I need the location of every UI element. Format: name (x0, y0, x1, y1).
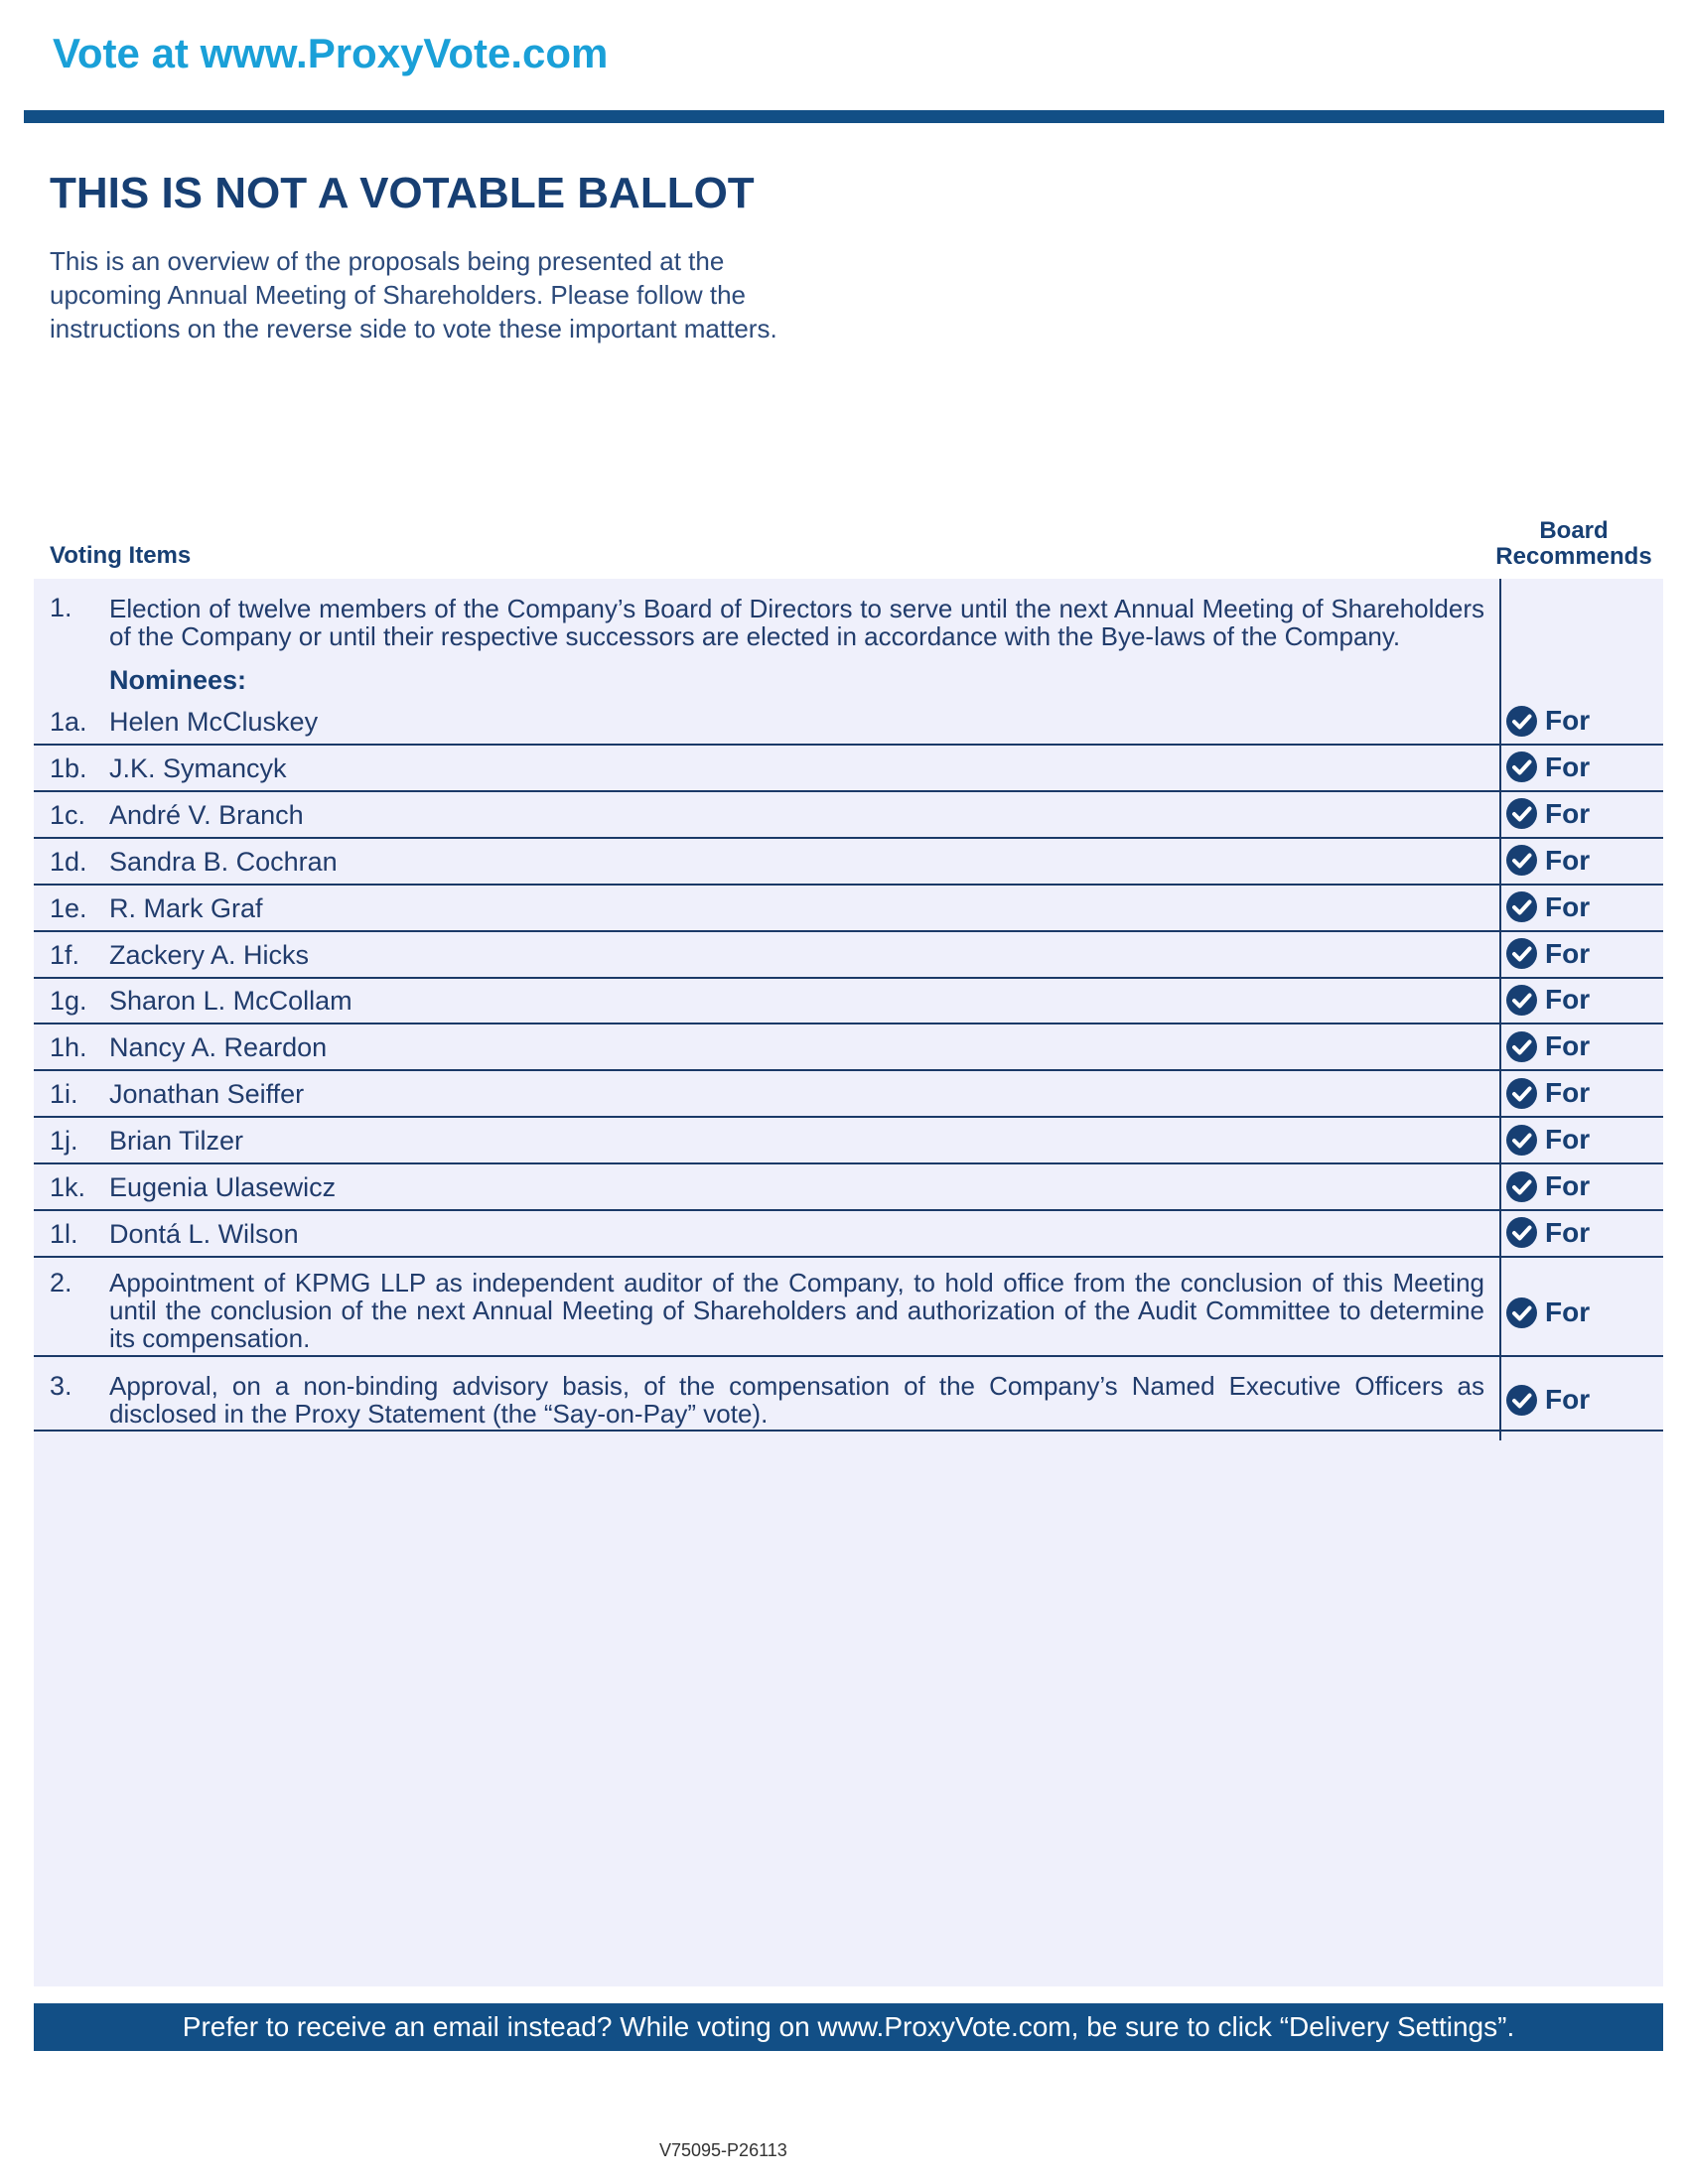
recommendation-label: For (1545, 890, 1591, 922)
recommendation-label: For (1545, 1384, 1591, 1415)
document-code: V75095-P26113 (659, 2140, 787, 2160)
recommendation-label: For (1545, 1124, 1591, 1156)
nominee-number: 1a. (50, 707, 87, 737)
nominee-number: 1g. (50, 986, 87, 1017)
nominee-recommendation (1506, 845, 1590, 877)
recommendation-label: For (1545, 937, 1591, 969)
row-divider (34, 884, 1663, 886)
item-1-text: Election of twelve members of the Company’s Board of Directors to serve until the next Annual Meeting of Shareholders of the Company or until their respective successors are elected in accordance with the Bye-laws of the Company. (109, 594, 1484, 651)
nominee-name: Eugenia Ulasewicz (109, 1172, 337, 1202)
nominee-recommendation (1506, 1124, 1590, 1156)
nominee-recommendation (1506, 705, 1590, 737)
recommendation-label: For (1545, 1297, 1591, 1327)
recommendation-label: For (1545, 1030, 1591, 1062)
recommendation-label: For (1545, 844, 1591, 876)
checkmark-circle-icon (1506, 798, 1537, 829)
recommendation-label: For (1545, 1077, 1591, 1109)
nominee-recommendation (1506, 1077, 1590, 1109)
nominee-number: 1f. (50, 939, 80, 970)
nominee-recommendation (1506, 891, 1590, 923)
checkmark-circle-icon (1506, 1217, 1537, 1248)
recommendation-label: For (1545, 1170, 1591, 1201)
nominee-number: 1l. (50, 1218, 78, 1249)
checkmark-circle-icon (1506, 1171, 1537, 1202)
item-2-recommendation (1506, 1297, 1590, 1328)
checkmark-circle-icon (1506, 845, 1537, 876)
nominee-name: André V. Branch (109, 799, 304, 830)
recommendation-label: For (1545, 797, 1591, 829)
nominees-label: Nominees: (109, 665, 247, 695)
nominee-name: J.K. Symancyk (109, 752, 287, 783)
row-divider (34, 837, 1663, 839)
nominee-number: 1d. (50, 846, 87, 877)
nominee-recommendation (1506, 984, 1590, 1016)
recommendation-label: For (1545, 751, 1591, 782)
nominee-number: 1h. (50, 1032, 87, 1063)
nominee-number: 1b. (50, 752, 87, 783)
row-divider (34, 1256, 1663, 1258)
recommendation-label: For (1545, 1216, 1591, 1248)
nominee-name: Helen McCluskey (109, 707, 319, 737)
intro-text: This is an overview of the proposals being presented at the upcoming Annual Meeting of Shareholders. Please follow the instructions on the reverse side to vote these important matters. (50, 246, 777, 343)
item-1-number: 1. (50, 593, 72, 622)
row-divider (34, 1069, 1663, 1071)
checkmark-circle-icon (1506, 1031, 1537, 1062)
nominee-number: 1e. (50, 892, 87, 923)
row-divider (34, 1209, 1663, 1211)
row-divider (34, 1430, 1663, 1432)
row-divider (34, 744, 1663, 746)
nominee-recommendation (1506, 751, 1590, 783)
nominee-number: 1i. (50, 1079, 78, 1110)
voting-items-heading: Voting Items (50, 542, 192, 569)
nominee-recommendation (1506, 798, 1590, 830)
column-divider (1499, 579, 1501, 1440)
nominee-recommendation (1506, 938, 1590, 970)
nominee-recommendation (1506, 1170, 1590, 1202)
nominee-number: 1k. (50, 1172, 86, 1202)
nominee-name: Zackery A. Hicks (109, 939, 310, 970)
recommendation-label: For (1545, 984, 1591, 1016)
item-3-recommendation (1506, 1384, 1590, 1416)
row-divider (34, 930, 1663, 932)
checkmark-circle-icon (1506, 1125, 1537, 1156)
nominee-name: R. Mark Graf (109, 892, 263, 923)
vote-url-header[interactable]: Vote at www.ProxyVote.com (53, 30, 609, 76)
recommendation-label: For (1545, 705, 1591, 736)
nominee-number: 1j. (50, 1126, 78, 1157)
header-rule (24, 110, 1664, 123)
item-3-text: Approval, on a non-binding advisory basis, of the compensation of the Company’s Named Executive Officers as disclosed in the Proxy Statement (the “Say-on-Pay” vote). (109, 1371, 1484, 1429)
checkmark-circle-icon (1506, 938, 1537, 969)
checkmark-circle-icon (1506, 1078, 1537, 1109)
nominee-recommendation (1506, 1217, 1590, 1249)
row-divider (34, 1355, 1663, 1357)
checkmark-circle-icon (1506, 706, 1537, 737)
item-2-number: 2. (50, 1268, 72, 1297)
row-divider (34, 790, 1663, 792)
checkmark-circle-icon (1506, 1297, 1537, 1328)
item-2-text: Appointment of KPMG LLP as independent auditor of the Company, to hold office from the conclusion of this Meeting until the conclusion of the next Annual Meeting of Shareholders and authorization of the Audit Committee to determine its compensation. (109, 1268, 1484, 1353)
page-title: THIS IS NOT A VOTABLE BALLOT (50, 169, 755, 217)
item-3-number: 3. (50, 1371, 72, 1401)
email-delivery-note[interactable]: Prefer to receive an email instead? While voting on www.ProxyVote.com, be sure to click “Delivery Settings”. (182, 2011, 1515, 2042)
row-divider (34, 977, 1663, 979)
checkmark-circle-icon (1506, 751, 1537, 782)
checkmark-circle-icon (1506, 1385, 1537, 1416)
checkmark-circle-icon (1506, 891, 1537, 922)
nominee-name: Dontá L. Wilson (109, 1218, 299, 1249)
nominee-recommendation (1506, 1030, 1590, 1062)
nominee-name: Sharon L. McCollam (109, 986, 352, 1017)
email-delivery-banner (34, 2003, 1663, 2051)
nominee-name: Brian Tilzer (109, 1126, 244, 1157)
nominee-number: 1c. (50, 799, 86, 830)
row-divider (34, 1116, 1663, 1118)
board-recommends-heading: Board Recommends (1495, 517, 1652, 570)
nominee-name: Jonathan Seiffer (109, 1079, 305, 1110)
row-divider (34, 1162, 1663, 1164)
checkmark-circle-icon (1506, 985, 1537, 1016)
nominee-name: Sandra B. Cochran (109, 846, 338, 877)
row-divider (34, 1023, 1663, 1024)
nominee-name: Nancy A. Reardon (109, 1032, 328, 1063)
